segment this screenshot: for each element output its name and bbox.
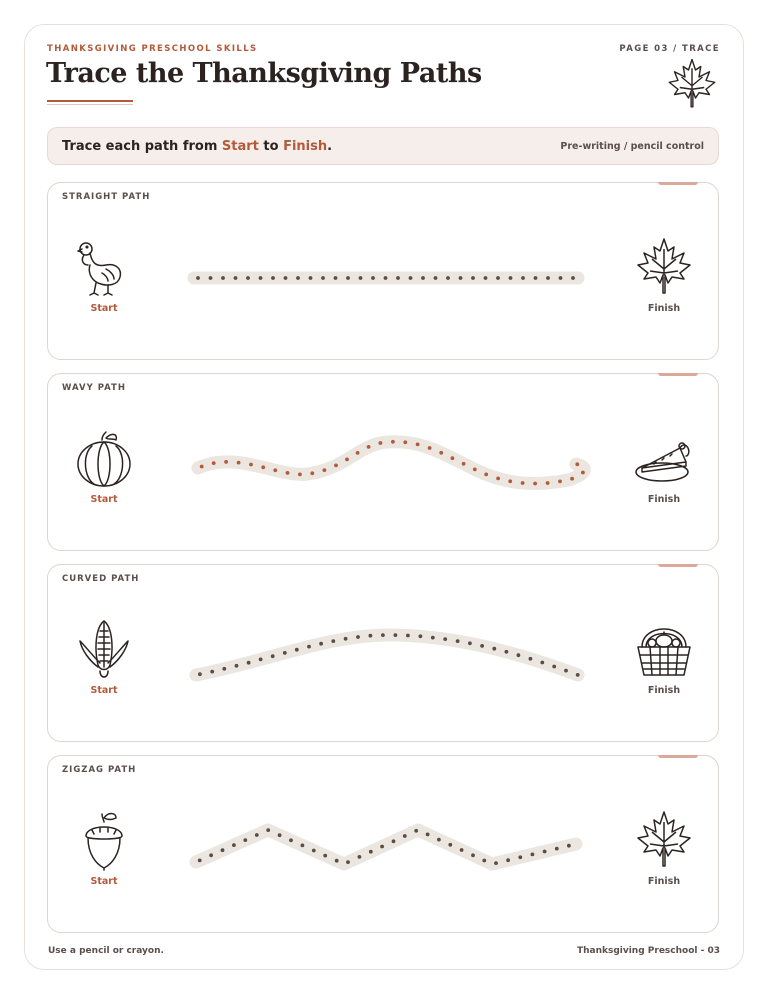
trace-dot (309, 276, 313, 280)
instruction-text (62, 139, 332, 154)
trace-dot (212, 461, 216, 465)
trace-dot (508, 479, 512, 483)
instruction-banner (47, 127, 719, 165)
trace-dot (266, 828, 270, 832)
trace-dot (249, 463, 253, 467)
trace-dot (289, 838, 293, 842)
trace-dot (369, 850, 373, 854)
trace-dot (448, 843, 452, 847)
turkey-icon (72, 235, 136, 299)
curved-trace-path (48, 565, 720, 743)
trace-dot (534, 276, 538, 280)
trace-dot (312, 849, 316, 853)
straight-trace-path (48, 183, 720, 361)
title-underline (47, 100, 133, 105)
trace-dot (581, 471, 585, 475)
trace-dot (356, 451, 360, 455)
footer-note: Use a pencil or crayon. (48, 946, 164, 956)
wavy-trace-path (48, 374, 720, 552)
trace-dot (331, 639, 335, 643)
trace-dot (506, 858, 510, 862)
trace-dot (301, 844, 305, 848)
trace-track (196, 830, 576, 864)
trace-dot (437, 838, 441, 842)
start-label: Start (90, 685, 118, 696)
trace-dot (232, 843, 236, 847)
instruction-middle: to (258, 139, 284, 154)
trace-dot (540, 661, 544, 665)
trace-dot (468, 641, 472, 645)
panel-curved-path (47, 564, 719, 742)
trace-dot (295, 648, 299, 652)
trace-dot (367, 445, 371, 449)
trace-dot (521, 276, 525, 280)
trace-dot (482, 859, 486, 863)
trace-dot (416, 443, 420, 447)
trace-dot (334, 276, 338, 280)
footer-page-label: Thanksgiving Preschool - 03 (576, 946, 720, 956)
maple-leaf-icon (664, 56, 720, 112)
panel-tab (658, 564, 698, 567)
trace-dot (296, 276, 300, 280)
instruction-start-word: Start (221, 139, 259, 154)
trace-dot (323, 468, 327, 472)
start-label: Start (90, 494, 118, 505)
trace-dot (403, 440, 407, 444)
trace-dot (198, 859, 202, 863)
panel-tab (658, 755, 698, 758)
trace-dot (359, 276, 363, 280)
trace-dot (323, 854, 327, 858)
trace-dot (334, 464, 338, 468)
trace-dot (552, 665, 556, 669)
trace-dot (371, 276, 375, 280)
trace-dot (558, 480, 562, 484)
trace-dot (278, 833, 282, 837)
trace-dot (237, 461, 241, 465)
trace-dot (283, 651, 287, 655)
pumpkin-icon (72, 426, 136, 490)
trace-dot (391, 440, 395, 444)
trace-dot (307, 645, 311, 649)
panel-label: ZIGZAG PATH (62, 765, 137, 775)
trace-dot (443, 637, 447, 641)
trace-dot (209, 853, 213, 857)
trace-dot (222, 667, 226, 671)
trace-dot (414, 829, 418, 833)
trace-dot (434, 276, 438, 280)
trace-dot (409, 276, 413, 280)
start-label: Start (90, 876, 118, 887)
trace-dot (345, 458, 349, 462)
trace-dot (259, 276, 263, 280)
trace-dot (533, 482, 537, 486)
trace-dot (426, 833, 430, 837)
trace-dot (210, 670, 214, 674)
trace-dot (460, 848, 464, 852)
trace-dot (421, 276, 425, 280)
trace-dot (379, 441, 383, 445)
trace-dot (471, 853, 475, 857)
trace-dot (346, 276, 350, 280)
trace-dot (319, 642, 323, 646)
trace-dot (570, 477, 574, 481)
trace-dot (286, 471, 290, 475)
trace-dot (261, 465, 265, 469)
trace-dot (394, 633, 398, 637)
trace-dot (531, 853, 535, 857)
trace-dot (356, 635, 360, 639)
trace-dot (224, 460, 228, 464)
panel-tab (658, 182, 698, 185)
trace-dot (381, 633, 385, 637)
trace-dot (310, 471, 314, 475)
trace-dot (575, 462, 579, 466)
start-label: Start (90, 303, 118, 314)
trace-dot (451, 456, 455, 460)
trace-dot (198, 672, 202, 676)
trace-dot (459, 276, 463, 280)
zigzag-trace-path (48, 756, 720, 934)
trace-dot (543, 850, 547, 854)
trace-dot (462, 462, 466, 466)
trace-dot (321, 276, 325, 280)
trace-dot (259, 658, 263, 662)
trace-dot (494, 861, 498, 865)
trace-track (198, 442, 584, 484)
finish-label: Finish (647, 494, 681, 505)
trace-dot (221, 848, 225, 852)
trace-dot (247, 661, 251, 665)
trace-dot (517, 653, 521, 657)
trace-dot (439, 451, 443, 455)
trace-dot (273, 468, 277, 472)
trace-dot (518, 855, 522, 859)
trace-dot (576, 673, 580, 677)
trace-dot (271, 276, 275, 280)
page-reference: PAGE 03 / TRACE (619, 44, 720, 54)
instruction-suffix: . (327, 139, 333, 154)
finish-label: Finish (647, 685, 681, 696)
trace-dot (496, 477, 500, 481)
trace-dot (284, 276, 288, 280)
trace-dot (392, 839, 396, 843)
trace-dot (564, 669, 568, 673)
trace-dot (384, 276, 388, 280)
trace-dot (235, 664, 239, 668)
trace-dot (431, 636, 435, 640)
trace-dot (380, 845, 384, 849)
panel-wavy-path (47, 373, 719, 551)
kicker: THANKSGIVING PRESCHOOL SKILLS (47, 44, 258, 54)
trace-dot (492, 647, 496, 651)
instruction-prefix: Trace each path from (62, 139, 222, 154)
trace-dot (521, 481, 525, 485)
trace-dot (419, 634, 423, 638)
trace-dot (344, 637, 348, 641)
trace-dot (234, 276, 238, 280)
trace-dot (484, 276, 488, 280)
panel-tab (658, 373, 698, 376)
trace-dot (473, 468, 477, 472)
trace-dot (221, 276, 225, 280)
trace-dot (546, 481, 550, 485)
trace-dot (559, 276, 563, 280)
finish-label: Finish (647, 876, 681, 887)
trace-dot (209, 276, 213, 280)
trace-dot (546, 276, 550, 280)
trace-dot (529, 657, 533, 661)
trace-dot (406, 634, 410, 638)
trace-dot (509, 276, 513, 280)
panel-straight-path (47, 182, 719, 360)
trace-dot (396, 276, 400, 280)
instruction-note: Pre-writing / pencil control (560, 141, 704, 152)
panel-label: CURVED PATH (62, 574, 140, 584)
finish-label: Finish (647, 303, 681, 314)
trace-dot (200, 465, 204, 469)
trace-dot (484, 473, 488, 477)
acorn-icon (72, 808, 136, 872)
trace-dot (496, 276, 500, 280)
panel-zigzag-path (47, 755, 719, 933)
trace-dot (403, 834, 407, 838)
panel-label: WAVY PATH (62, 383, 126, 393)
instruction-finish-word: Finish (283, 139, 328, 154)
trace-dot (255, 833, 259, 837)
trace-dot (271, 654, 275, 658)
trace-dot (346, 860, 350, 864)
trace-dot (505, 650, 509, 654)
trace-dot (428, 446, 432, 450)
trace-dot (369, 634, 373, 638)
page-title: Trace the Thanksgiving Paths (46, 58, 482, 89)
trace-dot (480, 644, 484, 648)
panel-label: STRAIGHT PATH (62, 192, 151, 202)
trace-dot (555, 847, 559, 851)
trace-dot (246, 276, 250, 280)
maple-leaf-icon (632, 808, 696, 872)
trace-dot (567, 844, 571, 848)
trace-dot (571, 276, 575, 280)
trace-dot (196, 276, 200, 280)
maple-leaf-icon (632, 235, 696, 299)
harvest-basket-icon (632, 617, 696, 681)
trace-dot (358, 855, 362, 859)
trace-dot (298, 473, 302, 477)
pie-slice-icon (632, 426, 696, 490)
trace-dot (335, 859, 339, 863)
trace-dot (471, 276, 475, 280)
trace-dot (243, 838, 247, 842)
trace-dot (456, 639, 460, 643)
trace-dot (446, 276, 450, 280)
trace-track (196, 635, 578, 675)
corn-icon (72, 617, 136, 681)
